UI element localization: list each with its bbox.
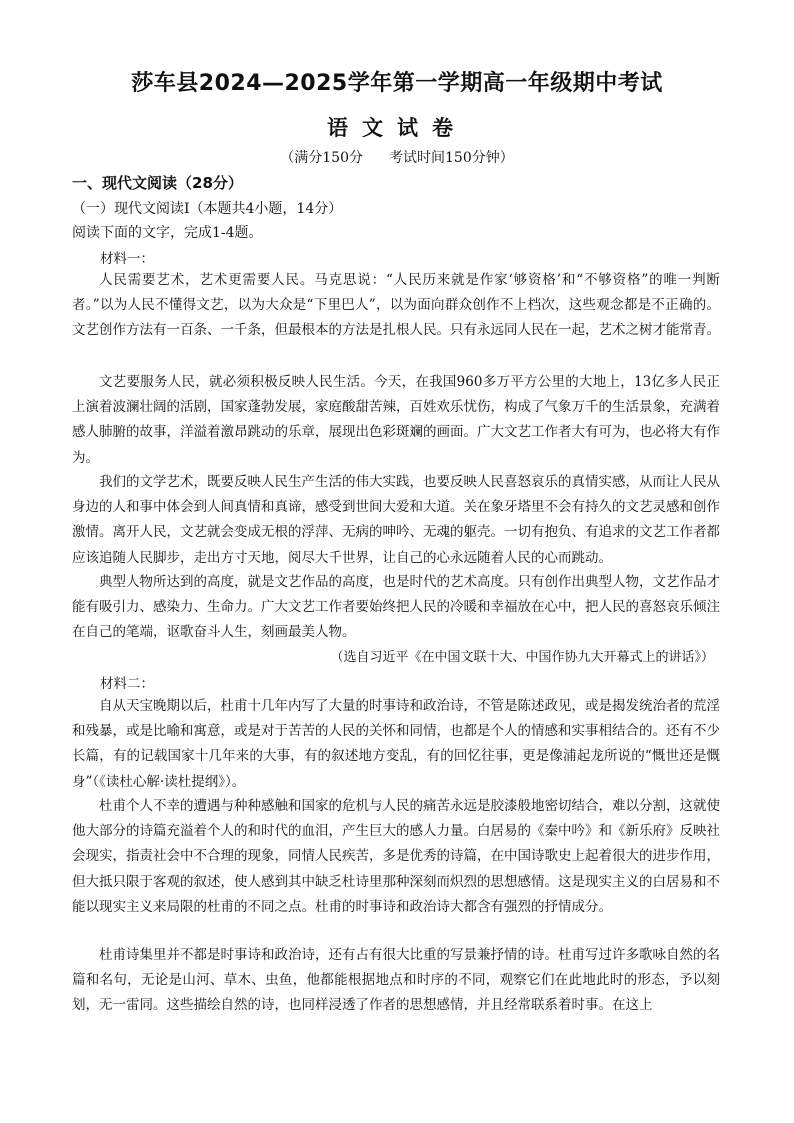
material1-paragraph: 我们的文学艺术，既要反映人民生产生活的伟大实践，也要反映人民喜怒哀乐的真情实感，从而让人民从身边的人和事中体会到人间真情和真谛，感受到世间大爱和大道。关在象牙塔里不会有持久的文艺灵感和创作激情。离开人民，文艺就会变成无根的浮萍、无病的呻吟、无魂的躯壳。一切有抱负、有追求的文艺工作者都应该追随人民脚步，走出方寸天地，阅尽大千世界，让自己的心永远随着人民的心而跳动。 — [72, 474, 720, 566]
section-heading: 一、现代文阅读（28分） — [72, 174, 243, 192]
exam-meta — [0, 147, 794, 167]
material1-paragraph: 人民需要艺术，艺术更需要人民。马克思说：“人民历来就是作家‘够资格’和“不够资格”的唯一判断者。”以为人民不懂得文艺，以为大众是“下里巴人”，以为面向群众创作不上档次，这些观念都是不正确的。文艺创作方法有一百条、一千条，但最根本的方法是扎根人民。只有永远同人民在一起，艺术之树才能常青。 — [72, 272, 720, 339]
material2-paragraph: 杜甫个人不幸的遭遇与种种感触和国家的危机与人民的痛苦永远是胶漆般地密切结合，难以分割，这就使他大部分的诗篇充溢着个人的和时代的血泪，产生巨大的感人力量。白居易的《秦中吟》和《新乐府》反映社会现实，指责社会中不合理的现象，同情人民疾苦，多是优秀的诗篇，在中国诗歌史上起着很大的进步作用，但大抵只限于客观的叙述，使人感到其中缺乏杜诗里那种深刻而炽烈的思想感情。这是现实主义的白居易和不能以现实主义来局限的杜甫的不同之点。杜甫的时事诗和政治诗大都含有强烈的抒情成分。 — [72, 798, 720, 915]
exam-title: 莎车县2024—2025学年第一学期高一年级期中考试 — [131, 71, 663, 96]
instruction-text: 阅读下面的文字，完成1-4题。 — [72, 225, 263, 241]
material2-paragraph: 自从天宝晚期以后，杜甫十几年内写了大量的时事诗和政治诗，不管是陈述政见，或是揭发统治者的荒淫和残暴，或是比喻和寓意，或是对于苦苦的人民的关怀和同情，也都是个人的情感和实事相结合的。还有不少长篇，有的记载国家十几年来的大事，有的叙述地方变乱，有的回忆往事，更是像浦起龙所说的“慨世还是慨身”（《读杜心解·读杜提纲》）。 — [72, 698, 720, 790]
material2-paragraph: 杜甫诗集里并不都是时事诗和政治诗，还有占有很大比重的写景兼抒情的诗。杜甫写过许多歌咏自然的名篇和名句，无论是山河、草木、虫鱼，他都能根据地点和时序的不同，观察它们在此地此时的形态，予以刻划，无一雷同。这些描绘自然的诗，也同样浸透了作者的思想感情，并且经常联系着时事。在这上 — [72, 947, 720, 1014]
material1-source: （选自习近平《在中国文联十大、中国作协九大开幕式上的讲话》） — [330, 650, 714, 665]
material1-label: 材料一： — [100, 251, 154, 267]
material2-label: 材料二： — [100, 676, 154, 692]
time-info: 考试时间150分钟） — [389, 150, 514, 166]
score-info: （满分150分 — [280, 150, 363, 166]
exam-subtitle: 语文试卷 — [327, 116, 467, 140]
part-heading: （一）现代文阅读Ⅰ（本题共4小题，14分） — [72, 201, 343, 217]
material1-paragraph: 典型人物所达到的高度，就是文艺作品的高度，也是时代的艺术高度。只有创作出典型人物，文艺作品才能有吸引力、感染力、生命力。广大文艺工作者要始终把人民的冷暖和幸福放在心中，把人民的喜怒哀乐倾注在自己的笔端，讴歌奋斗人生，刻画最美人物。 — [72, 574, 720, 641]
material1-paragraph: 文艺要服务人民，就必须积极反映人民生活。今天，在我国960多万平方公里的大地上，13亿多人民正上演着波澜壮阔的活剧，国家蓬勃发展，家庭酸甜苦辣，百姓欢乐忧伤，构成了气象万千的生活景象，充满着感人肺腑的故事，洋溢着激昂跳动的乐章，展现出色彩斑斓的画面。广大文艺工作者大有可为，也必将大有作为。 — [72, 374, 720, 466]
